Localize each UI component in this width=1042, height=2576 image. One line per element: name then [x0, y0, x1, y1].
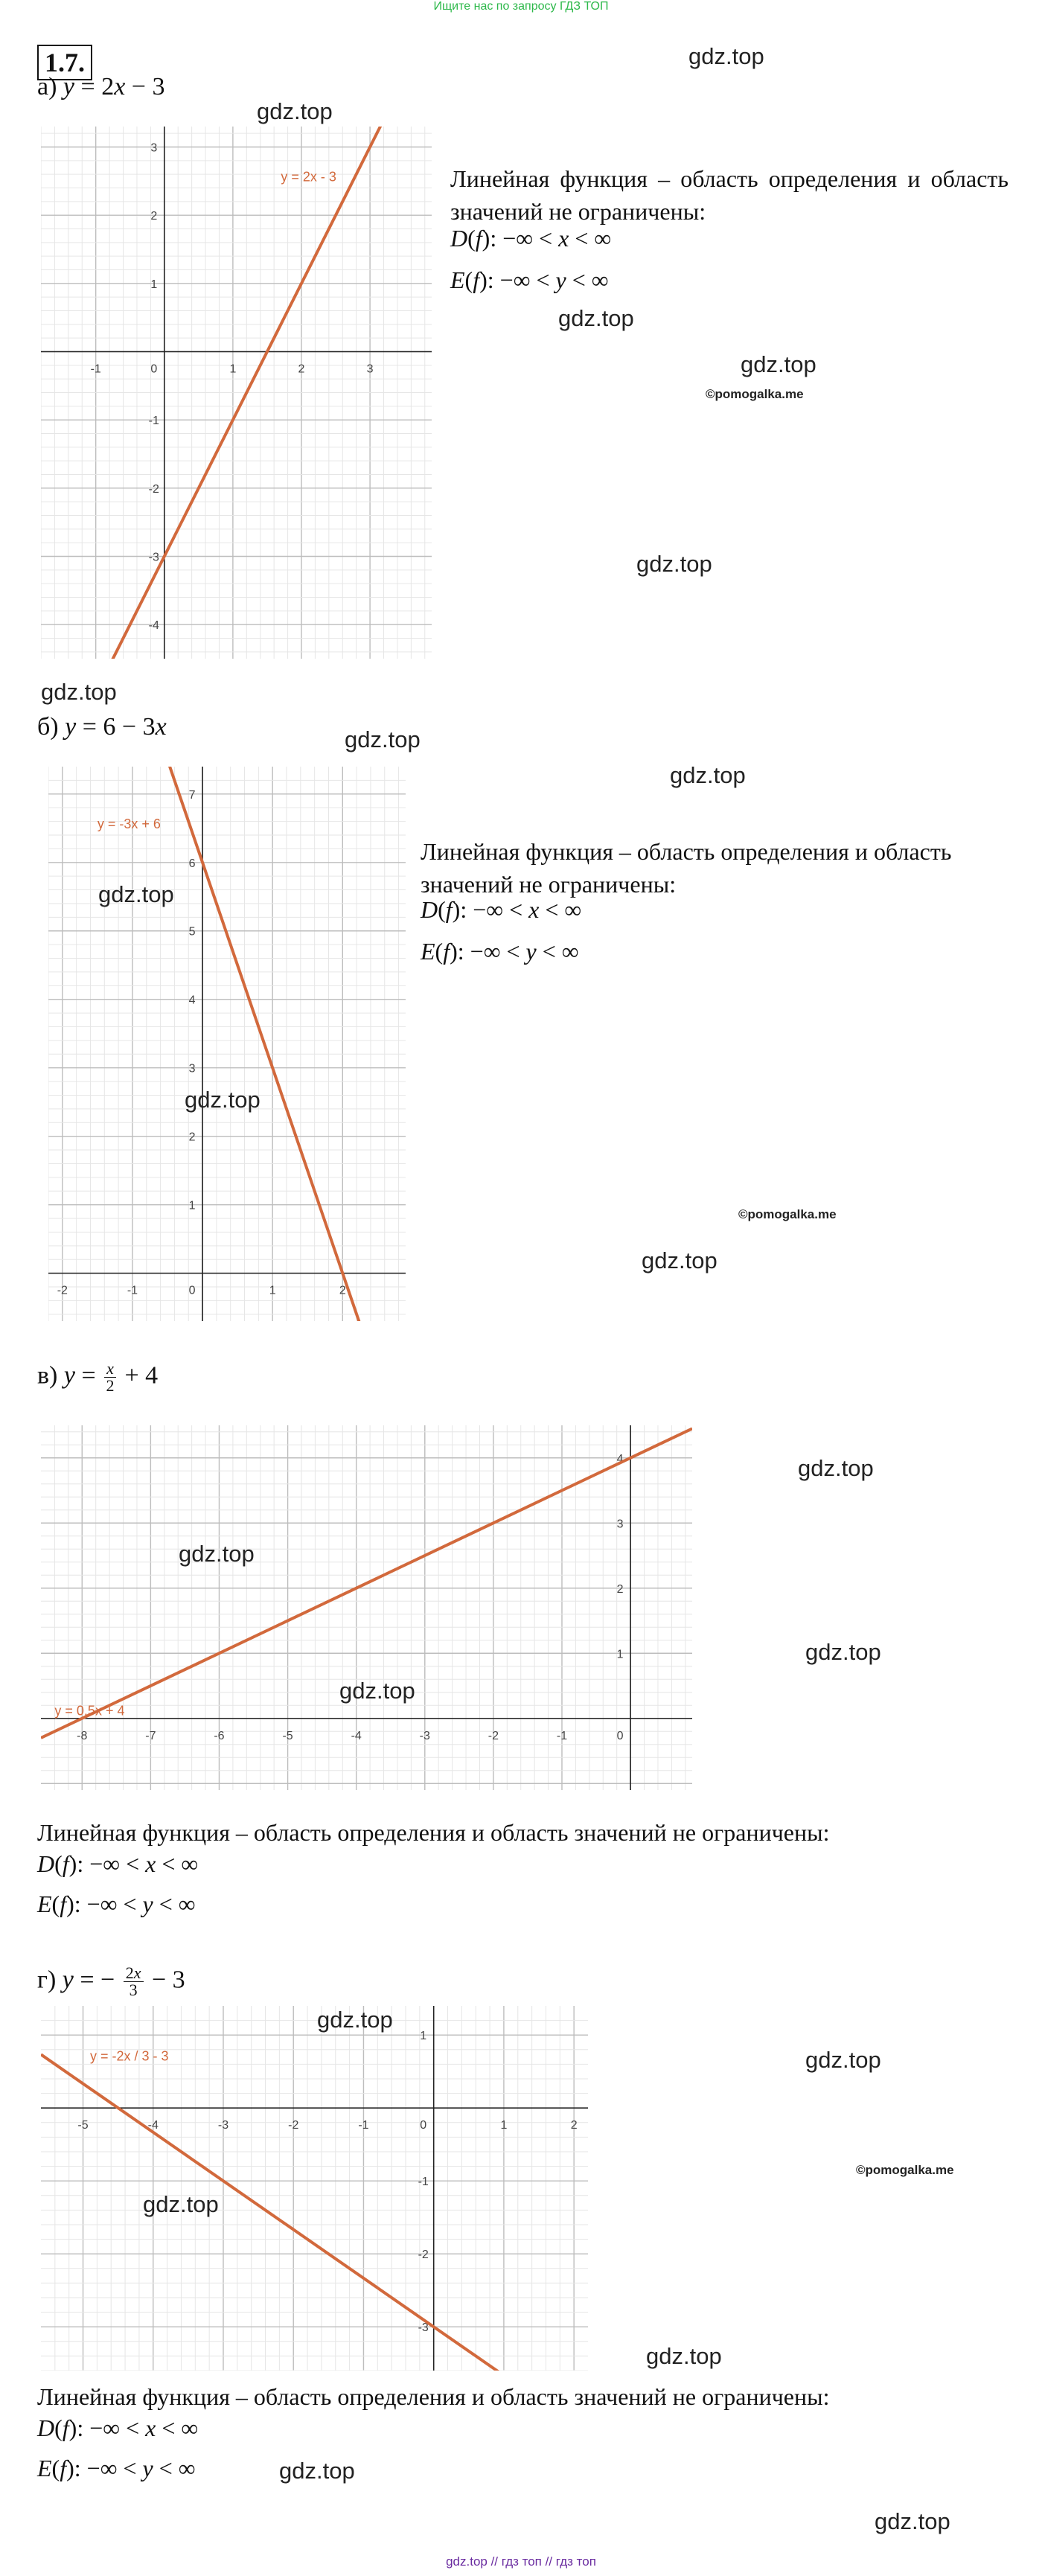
part-b-formula: y = 6 − 3x [65, 713, 167, 741]
y-tick-label: 7 [188, 788, 196, 802]
function-label: y = 0.5x + 4 [54, 1703, 125, 1719]
part-c-description: Линейная функция – область определения и область значений не ограничены: [37, 1819, 830, 1846]
x-tick-label: 1 [500, 2119, 508, 2132]
part-d-domain: D(f): −∞ < x < ∞ [37, 2414, 199, 2441]
y-tick-label: -1 [148, 415, 159, 428]
part-d-description: Линейная функция – область определения и область значений не ограничены: [37, 2383, 830, 2410]
x-tick-label: -3 [419, 1729, 430, 1742]
watermark: gdz.top [317, 2007, 393, 2033]
search-hint-link[interactable]: Ищите нас по запросу ГДЗ ТОП [433, 0, 609, 13]
x-tick-label: -2 [488, 1729, 499, 1742]
x-tick-label: 1 [229, 362, 237, 376]
y-tick-label: 3 [150, 141, 158, 155]
graph-a [41, 127, 432, 659]
watermark: gdz.top [805, 1639, 881, 1665]
function-line [41, 2054, 588, 2371]
part-c-label: в) [37, 1361, 58, 1390]
part-b-range: E(f): −∞ < y < ∞ [421, 938, 579, 965]
y-tick-label: -2 [418, 2249, 429, 2262]
y-tick-label: -3 [418, 2321, 429, 2335]
part-a-domain: D(f): −∞ < x < ∞ [450, 225, 612, 252]
watermark: gdz.top [741, 351, 816, 377]
watermark: gdz.top [257, 98, 333, 124]
x-tick-label: 0 [188, 1284, 196, 1297]
part-d-label: г) [37, 1966, 57, 1994]
watermark: gdz.top [642, 1247, 717, 1273]
part-a-heading [37, 73, 164, 101]
footer-links[interactable]: gdz.top // гдз топ // гдз топ [446, 2554, 596, 2569]
y-tick-label: 6 [188, 857, 196, 870]
watermark: gdz.top [98, 881, 174, 907]
x-tick-label: -4 [351, 1729, 362, 1742]
watermark: gdz.top [41, 679, 117, 705]
watermark: gdz.top [670, 762, 746, 788]
x-tick-label: -8 [77, 1729, 88, 1742]
y-tick-label: 2 [616, 1582, 624, 1596]
watermark: gdz.top [646, 2343, 722, 2369]
x-tick-label: 0 [420, 2119, 427, 2132]
y-tick-label: 2 [150, 210, 158, 223]
y-tick-label: -1 [418, 2176, 429, 2189]
watermark: gdz.top [636, 551, 712, 577]
x-tick-label: 1 [269, 1284, 276, 1297]
y-tick-label: 1 [150, 278, 158, 291]
watermark: gdz.top [688, 43, 764, 69]
x-tick-label: -5 [282, 1729, 293, 1742]
part-b-description: Линейная функция – область определения и область значений не ограничены: [421, 838, 952, 898]
x-tick-label: -2 [288, 2119, 299, 2132]
x-tick-label: -1 [90, 362, 101, 376]
y-tick-label: 3 [616, 1518, 624, 1531]
function-line [48, 767, 406, 1321]
copyright-mark: ©pomogalka.me [738, 1207, 837, 1221]
watermark: gdz.top [143, 2191, 219, 2217]
x-tick-label: 2 [339, 1284, 346, 1297]
x-tick-label: -1 [556, 1729, 568, 1742]
function-label: y = 2x - 3 [281, 169, 336, 185]
x-tick-label: -4 [147, 2119, 159, 2132]
x-tick-label: 2 [570, 2119, 578, 2132]
function-label: y = -2x / 3 - 3 [89, 2048, 169, 2064]
part-a-label: а) [37, 73, 57, 100]
x-tick-label: 2 [298, 362, 305, 376]
copyright-mark: ©pomogalka.me [706, 387, 804, 401]
y-tick-label: -3 [148, 551, 159, 564]
watermark: gdz.top [558, 305, 634, 331]
y-tick-label: 1 [616, 1648, 624, 1661]
watermark: gdz.top [805, 2047, 881, 2073]
watermark: gdz.top [339, 1678, 415, 1704]
y-tick-label: 3 [188, 1062, 196, 1076]
x-tick-label: -7 [145, 1729, 156, 1742]
part-b-domain: D(f): −∞ < x < ∞ [421, 896, 582, 923]
watermark: gdz.top [185, 1087, 260, 1113]
y-tick-label: 1 [420, 2030, 427, 2043]
watermark: gdz.top [345, 726, 421, 752]
watermark: gdz.top [279, 2458, 355, 2484]
x-tick-label: -1 [358, 2119, 369, 2132]
watermark: gdz.top [875, 2508, 950, 2534]
x-tick-label: 0 [150, 362, 158, 376]
part-a-range: E(f): −∞ < y < ∞ [450, 266, 609, 293]
watermark: gdz.top [798, 1455, 874, 1481]
y-tick-label: 5 [188, 925, 196, 939]
copyright-mark: ©pomogalka.me [856, 2163, 954, 2177]
y-tick-label: 4 [188, 994, 196, 1007]
function-label: y = -3x + 6 [97, 816, 161, 831]
x-tick-label: 3 [366, 362, 374, 376]
task-number: 1.7. [37, 45, 92, 80]
part-a-formula: y = 2x − 3 [63, 73, 165, 100]
y-tick-label: 4 [616, 1452, 624, 1466]
part-b-label: б) [37, 713, 59, 741]
fraction-2x-over-3: $\frac{2x}{3}$ [124, 1965, 144, 1998]
part-c-domain: D(f): −∞ < x < ∞ [37, 1850, 199, 1877]
x-tick-label: -5 [77, 2119, 89, 2132]
x-tick-label: -1 [127, 1284, 138, 1297]
part-c-range: E(f): −∞ < y < ∞ [37, 1891, 196, 1917]
part-c-heading: в) y = $\frac{x}{2}$ + 4 [37, 1359, 159, 1395]
y-tick-label: -4 [148, 619, 159, 633]
part-d-range: E(f): −∞ < y < ∞ [37, 2455, 196, 2481]
x-tick-label: -6 [214, 1729, 225, 1742]
fraction-x-over-2: $\frac{x}{2}$ [104, 1361, 116, 1394]
y-tick-label: 1 [188, 1199, 196, 1212]
part-a-description: Линейная функция – область определения и область значений не ограничены: [450, 165, 1009, 225]
watermark: gdz.top [179, 1541, 255, 1567]
x-tick-label: -3 [217, 2119, 229, 2132]
x-tick-label: -2 [57, 1284, 68, 1297]
y-tick-label: 2 [188, 1131, 196, 1144]
graph-c [41, 1425, 692, 1790]
part-d-heading: г) y = − $\frac{2x}{3}$ − 3 [37, 1963, 185, 1999]
graph-b [48, 767, 406, 1321]
graph-d [41, 2006, 588, 2371]
y-tick-label: -2 [148, 482, 159, 496]
part-b-heading [37, 713, 167, 741]
x-tick-label: 0 [616, 1729, 624, 1742]
